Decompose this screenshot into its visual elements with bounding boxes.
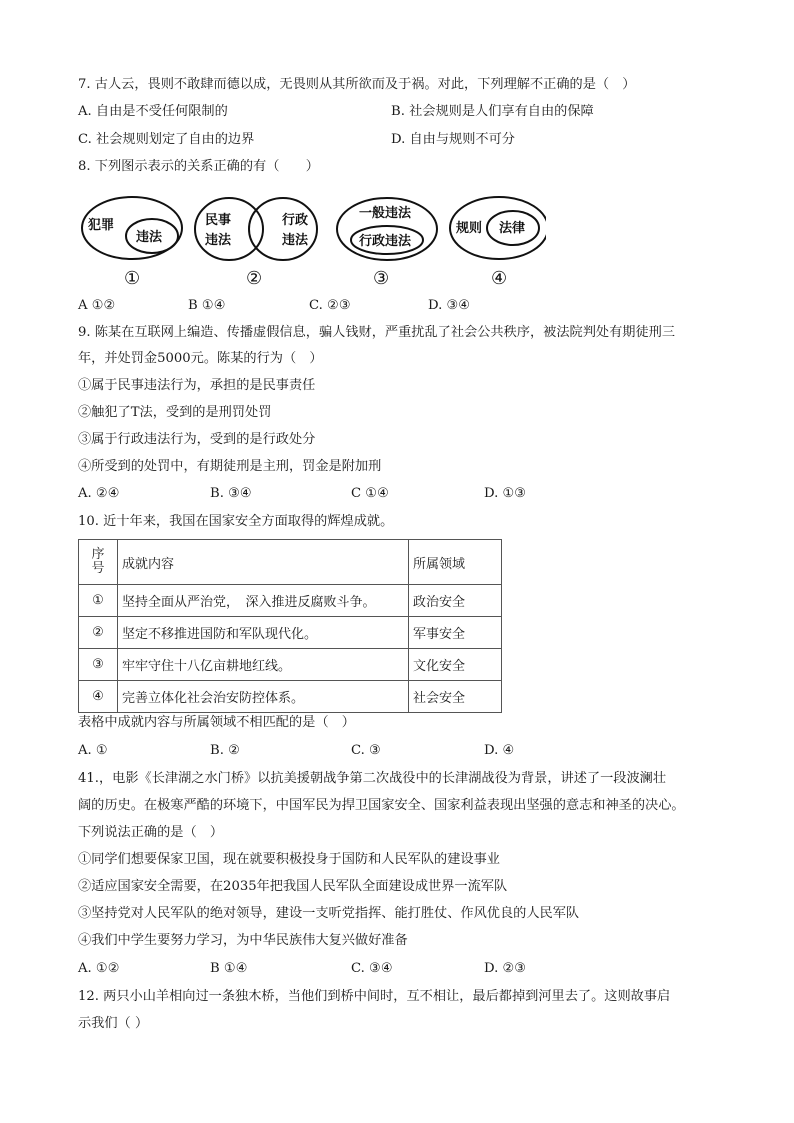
diagram-2-left-label-2: 违法 [205,233,232,248]
q7-option-b: B. 社会规则是人们享有自由的保障 [391,104,594,119]
q9-stem-line-2: 年，并处罚金5000元。陈某的行为（ ） [78,351,323,366]
q10-stem: 10. 近十年来，我国在国家安全方面取得的辉煌成就。 [78,514,394,529]
q7-option-a: A. 自由是不受任何限制的 [78,104,228,119]
diagram-2-number: ② [246,268,263,289]
q11-item-1: ①同学们想要保家卫国，现在就要积极投身于国防和人民军队的建设事业 [78,852,500,867]
table-header-no [79,540,118,585]
table-cell-content: 坚持全面从严治党， 深入推进反腐败斗争。 [118,585,409,617]
diagram-4 [450,197,546,289]
q11-item-4: ④我们中学生要努力学习，为中华民族伟大复兴做好准备 [78,933,408,948]
diagram-2 [195,198,317,289]
diagram-1-inner-label: 违法 [136,230,163,245]
q8-diagram-set [76,192,546,290]
diagram-1-outer-label: 犯罪 [88,218,115,233]
q9-item-1: ①属于民事违法行为，承担的是民事责任 [78,378,316,393]
q8-option-d: D. ③④ [428,298,471,313]
q7-stem: 7. 古人云，畏则不敢肆而德以成，无畏则从其所欲而及于祸。对此，下列理解不正确的是（ ） [78,77,636,92]
q8-option-a: A ①② [78,298,116,313]
diagram-3-outer-label: 一般违法 [359,206,412,221]
diagram-4-number: ④ [491,268,508,289]
q11-option-d: D. ②③ [484,961,527,976]
diagram-1 [82,197,182,289]
q7-option-d: D. 自由与规则不可分 [391,132,515,147]
table-row [79,649,502,681]
q8-stem: 8. 下列图示表示的关系正确的有（ ） [78,159,319,174]
table-header-no-text: 序 号 [91,547,105,576]
q9-item-3: ③属于行政违法行为，受到的是行政处分 [78,432,316,447]
table-header-content: 成就内容 [118,540,409,585]
table-row [79,585,502,617]
q11-option-a: A. ①② [78,961,120,976]
q9-item-4: ④所受到的处罚中，有期徒刑是主刑，罚金是附加刑 [78,459,382,474]
achievement-table [78,539,502,713]
diagram-2-right-label-2: 违法 [282,233,309,248]
q11-option-b: B ①④ [210,961,248,976]
table-row [79,617,502,649]
table-cell-content: 牢牢守住十八亿亩耕地红线。 [118,649,409,681]
table-cell-domain: 政治安全 [409,585,502,617]
q9-item-2: ②触犯了T法，受到的是刑罚处罚 [78,405,272,420]
q9-option-d: D. ①③ [484,486,527,501]
table-cell-content: 坚定不移推进国防和军队现代化。 [118,617,409,649]
table-cell-no: ① [79,585,118,617]
q8-diagram-svg [76,192,546,290]
q11-stem-line-3: 下列说法正确的是（ ） [78,825,224,840]
q11-item-3: ③坚持党对人民军队的绝对领导，建设一支听党指挥、能打胜仗、作风优良的人民军队 [78,906,580,921]
table-cell-domain: 社会安全 [409,681,502,713]
table-cell-no: ③ [79,649,118,681]
diagram-1-number: ① [124,268,141,289]
q11-stem-line-1: 41.，电影《长津湖之水门桥》以抗美援朝战争第二次战役中的长津湖战役为背景，讲述了一段波澜壮 [78,771,667,786]
table-cell-no: ② [79,617,118,649]
q10-option-b: B. ② [210,743,240,758]
q12-stem-line-1: 12. 两只小山羊相向过一条独木桥，当他们到桥中间时，互不相让，最后都掉到河里去了。这则故事启 [78,989,671,1004]
diagram-3-inner-label: 行政违法 [359,234,412,249]
diagram-2-left-label-1: 民事 [205,213,232,228]
q9-stem-line-1: 9. 陈某在互联网上编造、传播虚假信息，骗人钱财，严重扰乱了社会公共秩序，被法院判处有期徒刑三 [78,325,676,340]
q10-option-a: A. ① [78,743,108,758]
table-cell-domain: 军事安全 [409,617,502,649]
q12-stem-line-2: 示我们（ ） [78,1016,149,1031]
q7-option-c: C. 社会规则划定了自由的边界 [78,132,255,147]
diagram-3-number: ③ [373,268,390,289]
q9-option-a: A. ②④ [78,486,120,501]
table-cell-no: ④ [79,681,118,713]
table-header-domain: 所属领域 [409,540,502,585]
table-cell-content: 完善立体化社会治安防控体系。 [118,681,409,713]
diagram-4-inner-label: 法律 [499,221,526,236]
q10-option-c: C. ③ [351,743,381,758]
q11-stem-line-2: 阔的历史。在极寒严酷的环境下，中国军民为捍卫国家安全、国家利益表现出坚强的意志和神圣的决心。 [78,798,685,813]
q10-question: 表格中成就内容与所属领域不相匹配的是（ ） [78,715,355,730]
q9-option-b: B. ③④ [210,486,252,501]
q11-item-2: ②适应国家安全需要，在2035年把我国人民军队全面建设成世界一流军队 [78,879,508,894]
q8-option-c: C. ②③ [309,298,351,313]
table-header-row [79,540,502,585]
q9-option-c: C ①④ [351,486,389,501]
q10-option-d: D. ④ [484,743,515,758]
table-cell-domain: 文化安全 [409,649,502,681]
q8-option-b: B ①④ [188,298,226,313]
diagram-3 [337,198,437,289]
diagram-4-outer-label: 规则 [456,221,483,236]
diagram-2-right-label-1: 行政 [282,213,309,228]
table-row [79,681,502,713]
q11-option-c: C. ③④ [351,961,393,976]
